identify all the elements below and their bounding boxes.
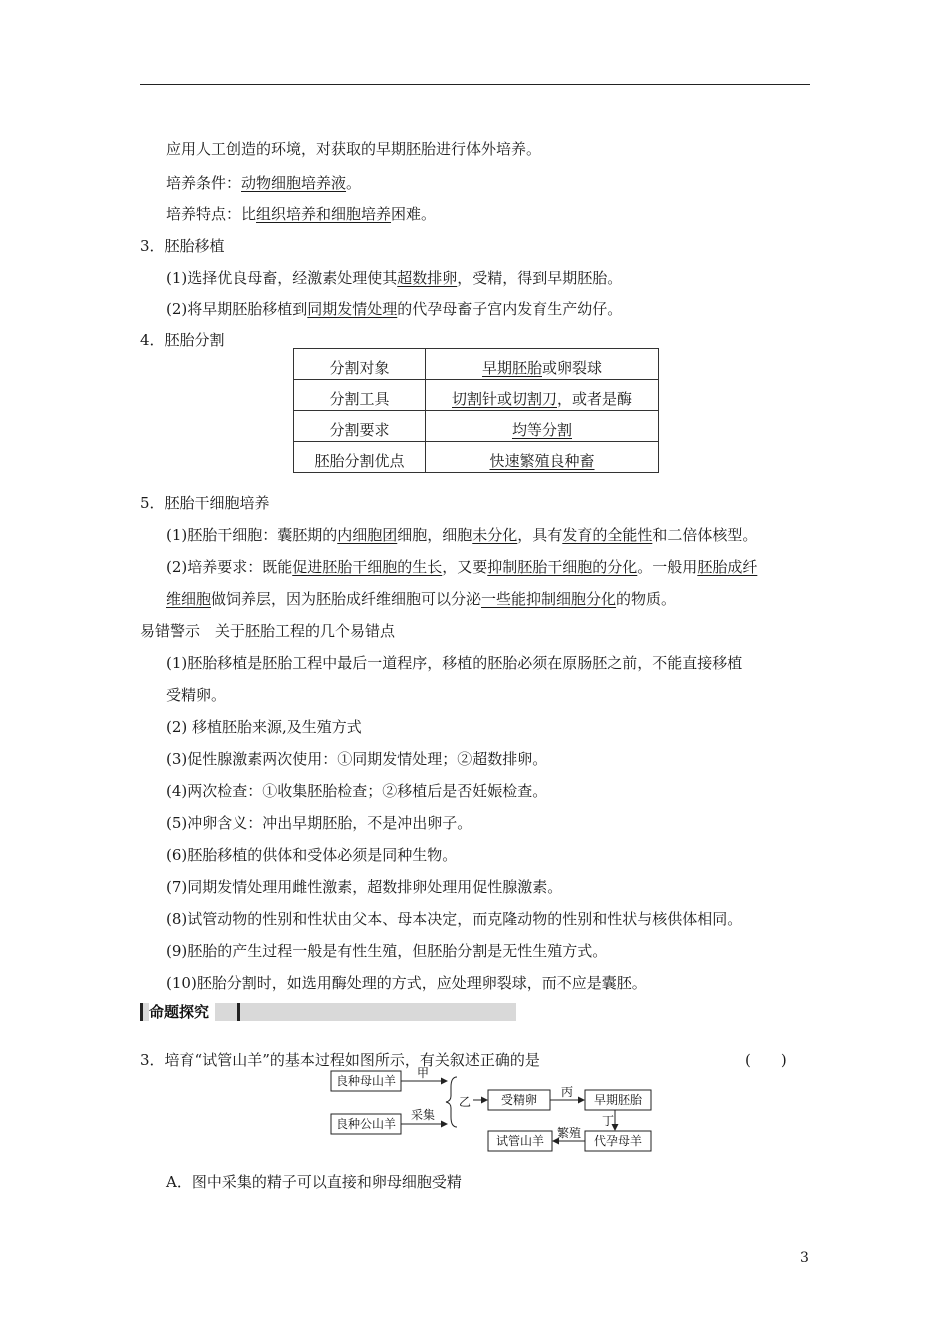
- section-heading: 3．胚胎移植: [140, 237, 225, 255]
- table-cell: 快速繁殖良种畜: [426, 442, 659, 473]
- answer-underline: 超数排卵: [397, 269, 458, 287]
- warning-item: (5)冲卵含义：冲出早期胚胎，不是冲出卵子。: [166, 814, 473, 832]
- step-ding-label: 丁: [601, 1114, 615, 1128]
- section-banner: [140, 1003, 516, 1021]
- section-heading: 5．胚胎干细胞培养: [140, 494, 270, 512]
- list-item-continuation: 维细胞做饲养层，因为胚胎成纤维细胞可以分泌一些能抑制细胞分化的物质。: [166, 590, 677, 608]
- early-embryo-label: 早期胚胎: [593, 1093, 643, 1107]
- table-cell: 分割对象: [294, 349, 426, 380]
- warning-item: (10)胚胎分割时，如选用酶处理的方式，应处理卵裂球，而不应是囊胚。: [166, 974, 647, 992]
- header-rule: [140, 84, 810, 85]
- warning-heading: 易错警示 关于胚胎工程的几个易错点: [140, 622, 396, 640]
- female-goat-label: 良种母山羊: [335, 1074, 397, 1088]
- merge-brace: [446, 1077, 457, 1127]
- warning-item-continuation: 受精卵。: [166, 686, 227, 704]
- step-yi-label: 乙: [458, 1095, 472, 1109]
- fertilized-egg-label: 受精卵: [500, 1093, 538, 1107]
- test-tube-goat-label: 试管山羊: [495, 1134, 545, 1148]
- list-item: (1)选择优良母畜，经激素处理使其超数排卵，受精，得到早期胚胎。: [166, 269, 623, 287]
- paragraph-line: 应用人工创造的环境，对获取的早期胚胎进行体外培养。: [166, 140, 542, 158]
- embryo-division-table: [293, 348, 659, 473]
- male-goat-label: 良种公山羊: [335, 1117, 397, 1131]
- step-fanzhi-label: 繁殖: [556, 1126, 582, 1140]
- table-row: [294, 442, 659, 473]
- table-cell: 胚胎分割优点: [294, 442, 426, 473]
- banner-bar: [140, 1003, 143, 1021]
- table-cell: 分割工具: [294, 380, 426, 411]
- banner-bar: [237, 1003, 240, 1021]
- warning-item: (2) 移植胚胎来源,及生殖方式: [166, 718, 362, 736]
- warning-item: (6)胚胎移植的供体和受体必须是同种生物。: [166, 846, 458, 864]
- table-row: [294, 380, 659, 411]
- culture-feature: 培养特点：比组织培养和细胞培养困难。: [166, 205, 437, 223]
- section-heading: 4．胚胎分割: [140, 331, 225, 349]
- step-jia-label: 甲: [416, 1066, 430, 1080]
- answer-parenthesis: ( ): [745, 1051, 787, 1069]
- table-cell: 分割要求: [294, 411, 426, 442]
- table-row: [294, 411, 659, 442]
- table-cell: 早期胚胎或卵裂球: [426, 349, 659, 380]
- list-item: (2)将早期胚胎移植到同期发情处理的代孕母畜子宫内发育生产幼仔。: [166, 300, 623, 318]
- list-item: (1)胚胎干细胞：囊胚期的内细胞团细胞，细胞未分化，具有发育的全能性和二倍体核型。: [166, 526, 758, 544]
- answer-underline: 组织培养和细胞培养: [256, 205, 392, 223]
- warning-item: (8)试管动物的性别和性状由父本、母本决定，而克隆动物的性别和性状与核供体相同。: [166, 910, 743, 928]
- banner-title: 命题探究: [149, 1002, 215, 1022]
- warning-item: (4)两次检查：①收集胚胎检查；②移植后是否妊娠检查。: [166, 782, 548, 800]
- answer-underline: 同期发情处理: [307, 300, 398, 318]
- list-item: (2)培养要求：既能促进胚胎干细胞的生长，又要抑制胚胎干细胞的分化。一般用胚胎成纤: [166, 558, 758, 576]
- answer-underline: 动物细胞培养液: [241, 174, 347, 192]
- step-bing-label: 丙: [560, 1085, 574, 1099]
- table-row: [294, 349, 659, 380]
- warning-item: (7)同期发情处理用雌性激素，超数排卵处理用促性腺激素。: [166, 878, 563, 896]
- warning-item: (3)促性腺激素两次使用：①同期发情处理；②超数排卵。: [166, 750, 548, 768]
- surrogate-label: 代孕母羊: [593, 1134, 643, 1148]
- culture-condition: 培养条件：动物细胞培养液。: [166, 174, 362, 192]
- table-cell: 均等分割: [426, 411, 659, 442]
- option-a: A．图中采集的精子可以直接和卵母细胞受精: [166, 1173, 462, 1191]
- step-caiji-label: 采集: [410, 1108, 436, 1122]
- table-cell: 切割针或切割刀，或者是酶: [426, 380, 659, 411]
- warning-item: (1)胚胎移植是胚胎工程中最后一道程序，移植的胚胎必须在原肠胚之前，不能直接移植: [166, 654, 743, 672]
- question-stem: 3．培育“试管山羊”的基本过程如图所示，有关叙述正确的是: [140, 1051, 540, 1069]
- warning-item: (9)胚胎的产生过程一般是有性生殖，但胚胎分割是无性生殖方式。: [166, 942, 608, 960]
- goat-process-diagram: [325, 1065, 665, 1160]
- page-number: 3: [800, 1250, 809, 1266]
